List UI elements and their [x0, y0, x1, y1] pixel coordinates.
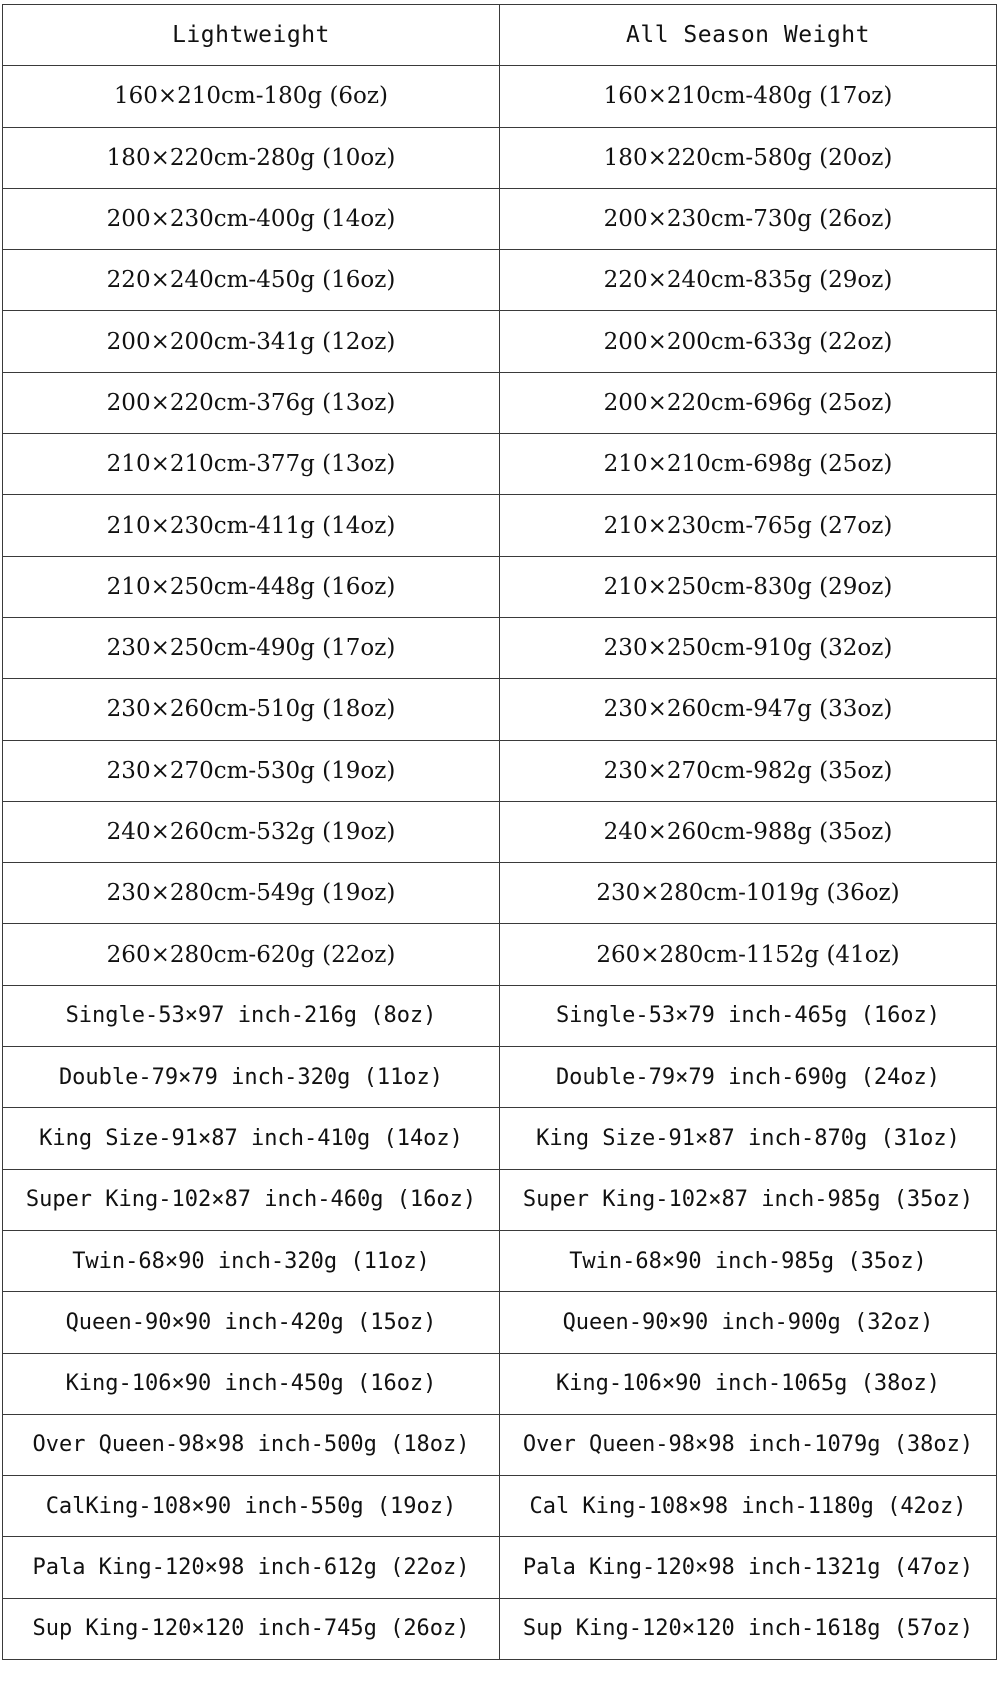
lightweight-cell: Sup King-120×120 inch-745g (26oz): [3, 1598, 500, 1659]
table-row: [3, 250, 997, 311]
header-lightweight: Lightweight: [3, 5, 500, 66]
table-row: [3, 617, 997, 678]
all-season-cell: 230×270cm-982g (35oz): [500, 740, 997, 801]
lightweight-cell: 200×200cm-341g (12oz): [3, 311, 500, 372]
table-body: [3, 66, 997, 1660]
lightweight-cell: Over Queen-98×98 inch-500g (18oz): [3, 1414, 500, 1475]
all-season-cell: 240×260cm-988g (35oz): [500, 801, 997, 862]
all-season-cell: Single-53×79 inch-465g (16oz): [500, 985, 997, 1046]
table-row: [3, 924, 997, 985]
all-season-cell: 210×250cm-830g (29oz): [500, 556, 997, 617]
table-row: [3, 556, 997, 617]
table-row: [3, 1414, 997, 1475]
all-season-cell: 200×230cm-730g (26oz): [500, 188, 997, 249]
all-season-cell: King-106×90 inch-1065g (38oz): [500, 1353, 997, 1414]
all-season-cell: 230×280cm-1019g (36oz): [500, 863, 997, 924]
lightweight-cell: 230×270cm-530g (19oz): [3, 740, 500, 801]
table-row: [3, 1230, 997, 1291]
table-row: [3, 863, 997, 924]
table-row: [3, 1537, 997, 1598]
all-season-cell: 210×210cm-698g (25oz): [500, 434, 997, 495]
table-row: [3, 1108, 997, 1169]
table-row: [3, 434, 997, 495]
table-row: [3, 1169, 997, 1230]
lightweight-cell: 240×260cm-532g (19oz): [3, 801, 500, 862]
all-season-cell: 230×260cm-947g (33oz): [500, 679, 997, 740]
lightweight-cell: 260×280cm-620g (22oz): [3, 924, 500, 985]
table-row: [3, 679, 997, 740]
lightweight-cell: 200×220cm-376g (13oz): [3, 372, 500, 433]
lightweight-cell: 210×210cm-377g (13oz): [3, 434, 500, 495]
table-row: [3, 66, 997, 127]
lightweight-cell: 160×210cm-180g (6oz): [3, 66, 500, 127]
lightweight-cell: CalKing-108×90 inch-550g (19oz): [3, 1476, 500, 1537]
lightweight-cell: Queen-90×90 inch-420g (15oz): [3, 1292, 500, 1353]
table-row: [3, 188, 997, 249]
lightweight-cell: Pala King-120×98 inch-612g (22oz): [3, 1537, 500, 1598]
table-row: [3, 1476, 997, 1537]
all-season-cell: Twin-68×90 inch-985g (35oz): [500, 1230, 997, 1291]
all-season-cell: 260×280cm-1152g (41oz): [500, 924, 997, 985]
all-season-cell: 180×220cm-580g (20oz): [500, 127, 997, 188]
all-season-cell: Pala King-120×98 inch-1321g (47oz): [500, 1537, 997, 1598]
table-row: [3, 1292, 997, 1353]
all-season-cell: Double-79×79 inch-690g (24oz): [500, 1047, 997, 1108]
table-row: [3, 372, 997, 433]
table-header: [3, 5, 997, 66]
all-season-cell: Over Queen-98×98 inch-1079g (38oz): [500, 1414, 997, 1475]
lightweight-cell: 220×240cm-450g (16oz): [3, 250, 500, 311]
lightweight-cell: 230×280cm-549g (19oz): [3, 863, 500, 924]
lightweight-cell: 200×230cm-400g (14oz): [3, 188, 500, 249]
lightweight-cell: 180×220cm-280g (10oz): [3, 127, 500, 188]
table-row: [3, 495, 997, 556]
size-weight-table: [2, 4, 997, 1660]
lightweight-cell: 210×230cm-411g (14oz): [3, 495, 500, 556]
lightweight-cell: King Size-91×87 inch-410g (14oz): [3, 1108, 500, 1169]
lightweight-cell: Super King-102×87 inch-460g (16oz): [3, 1169, 500, 1230]
header-all-season-weight: All Season Weight: [500, 5, 997, 66]
all-season-cell: 200×220cm-696g (25oz): [500, 372, 997, 433]
table-row: [3, 1598, 997, 1659]
table-row: [3, 801, 997, 862]
table-row: [3, 1353, 997, 1414]
table-row: [3, 985, 997, 1046]
table-row: [3, 311, 997, 372]
lightweight-cell: 230×250cm-490g (17oz): [3, 617, 500, 678]
lightweight-cell: 210×250cm-448g (16oz): [3, 556, 500, 617]
table-row: [3, 127, 997, 188]
all-season-cell: Cal King-108×98 inch-1180g (42oz): [500, 1476, 997, 1537]
lightweight-cell: 230×260cm-510g (18oz): [3, 679, 500, 740]
lightweight-cell: Twin-68×90 inch-320g (11oz): [3, 1230, 500, 1291]
all-season-cell: 160×210cm-480g (17oz): [500, 66, 997, 127]
all-season-cell: Super King-102×87 inch-985g (35oz): [500, 1169, 997, 1230]
all-season-cell: Sup King-120×120 inch-1618g (57oz): [500, 1598, 997, 1659]
table-row: [3, 1047, 997, 1108]
header-row: [3, 5, 997, 66]
lightweight-cell: Double-79×79 inch-320g (11oz): [3, 1047, 500, 1108]
all-season-cell: Queen-90×90 inch-900g (32oz): [500, 1292, 997, 1353]
table-row: [3, 740, 997, 801]
all-season-cell: 220×240cm-835g (29oz): [500, 250, 997, 311]
all-season-cell: 210×230cm-765g (27oz): [500, 495, 997, 556]
all-season-cell: 200×200cm-633g (22oz): [500, 311, 997, 372]
all-season-cell: King Size-91×87 inch-870g (31oz): [500, 1108, 997, 1169]
lightweight-cell: Single-53×97 inch-216g (8oz): [3, 985, 500, 1046]
lightweight-cell: King-106×90 inch-450g (16oz): [3, 1353, 500, 1414]
all-season-cell: 230×250cm-910g (32oz): [500, 617, 997, 678]
